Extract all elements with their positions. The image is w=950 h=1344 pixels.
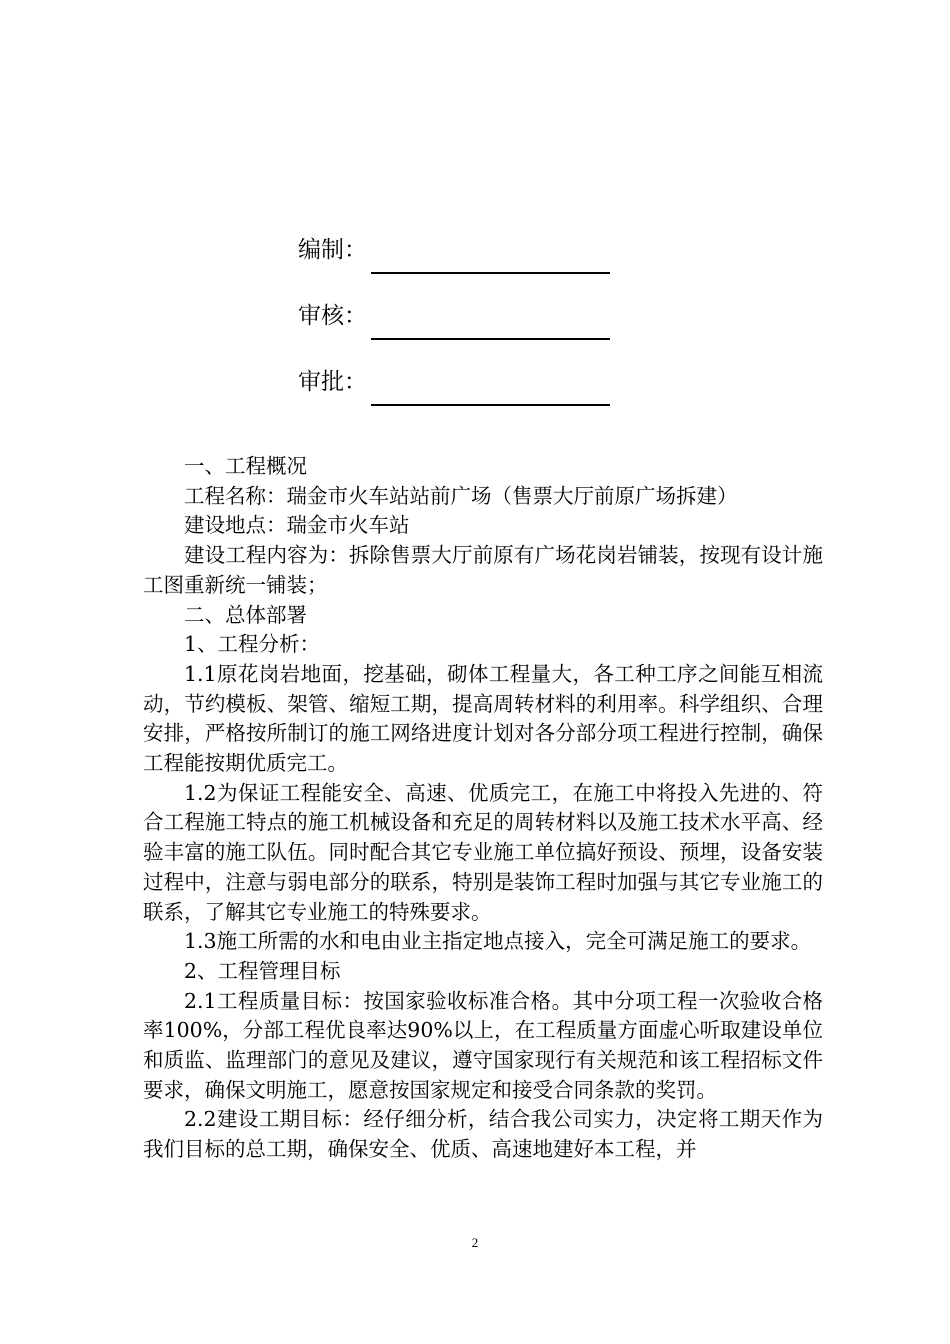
paragraph: 1.3施工所需的水和电由业主指定地点接入，完全可满足施工的要求。 xyxy=(184,929,812,954)
signature-label: 审批： xyxy=(298,369,367,395)
paragraph: 1.1原花岗岩地面，挖基础，砌体工程量大，各工种工序之间能互相流动，节约模板、架管、缩短工期，提高周转材料的利用率。科学组织、合理安排，严格按所制订的施工网络进度计划对各分部分项工程进行控制，确保工程能按期优质完工。 xyxy=(143,661,823,776)
signature-label: 审核： xyxy=(298,303,367,329)
paragraph: 2.2建设工期目标：经仔细分析，结合我公司实力，决定将工期天作为我们目标的总工期，确保安全、优质、高速地建好本工程，并 xyxy=(143,1107,823,1162)
section-heading: 一、工程概况 xyxy=(184,454,307,478)
document-body xyxy=(143,452,823,1165)
paragraph: 建设工程内容为：拆除售票大厅前原有广场花岗岩铺装，按现有设计施工图重新统一铺装； xyxy=(143,543,823,597)
paragraph: 建设地点：瑞金市火车站 xyxy=(184,513,410,538)
signature-line xyxy=(371,272,610,274)
subsection-heading: 2、工程管理目标 xyxy=(184,958,341,983)
section-heading: 二、总体部署 xyxy=(184,602,307,627)
signature-label: 编制： xyxy=(298,237,367,263)
subsection-heading: 1、工程分析： xyxy=(184,632,321,657)
paragraph: 工程名称：瑞金市火车站站前广场（售票大厅前原广场拆建） xyxy=(184,483,738,508)
signature-line xyxy=(371,338,610,340)
paragraph: 1.2为保证工程能安全、高速、优质完工，在施工中将投入先进的、符合工程施工特点的施工机械设备和充足的周转材料以及施工技术水平高、经验丰富的施工队伍。同时配合其它专业施工单位搞好预设、预埋，设备安装过程中，注意与弱电部分的联系，特别是装饰工程时加强与其它专业施工的联系，了解其它专业施工的特殊要求。 xyxy=(143,780,823,924)
signature-line xyxy=(371,404,610,406)
page-number: 2 xyxy=(471,1235,479,1250)
paragraph: 2.1工程质量目标：按国家验收标准合格。其中分项工程一次验收合格率100%，分部工程优良率达90%以上，在工程质量方面虚心听取建设单位和质监、监理部门的意见及建议，遵守国家现行有关规范和该工程招标文件要求，确保文明施工，愿意按国家规定和接受合同条款的奖罚。 xyxy=(143,988,823,1102)
